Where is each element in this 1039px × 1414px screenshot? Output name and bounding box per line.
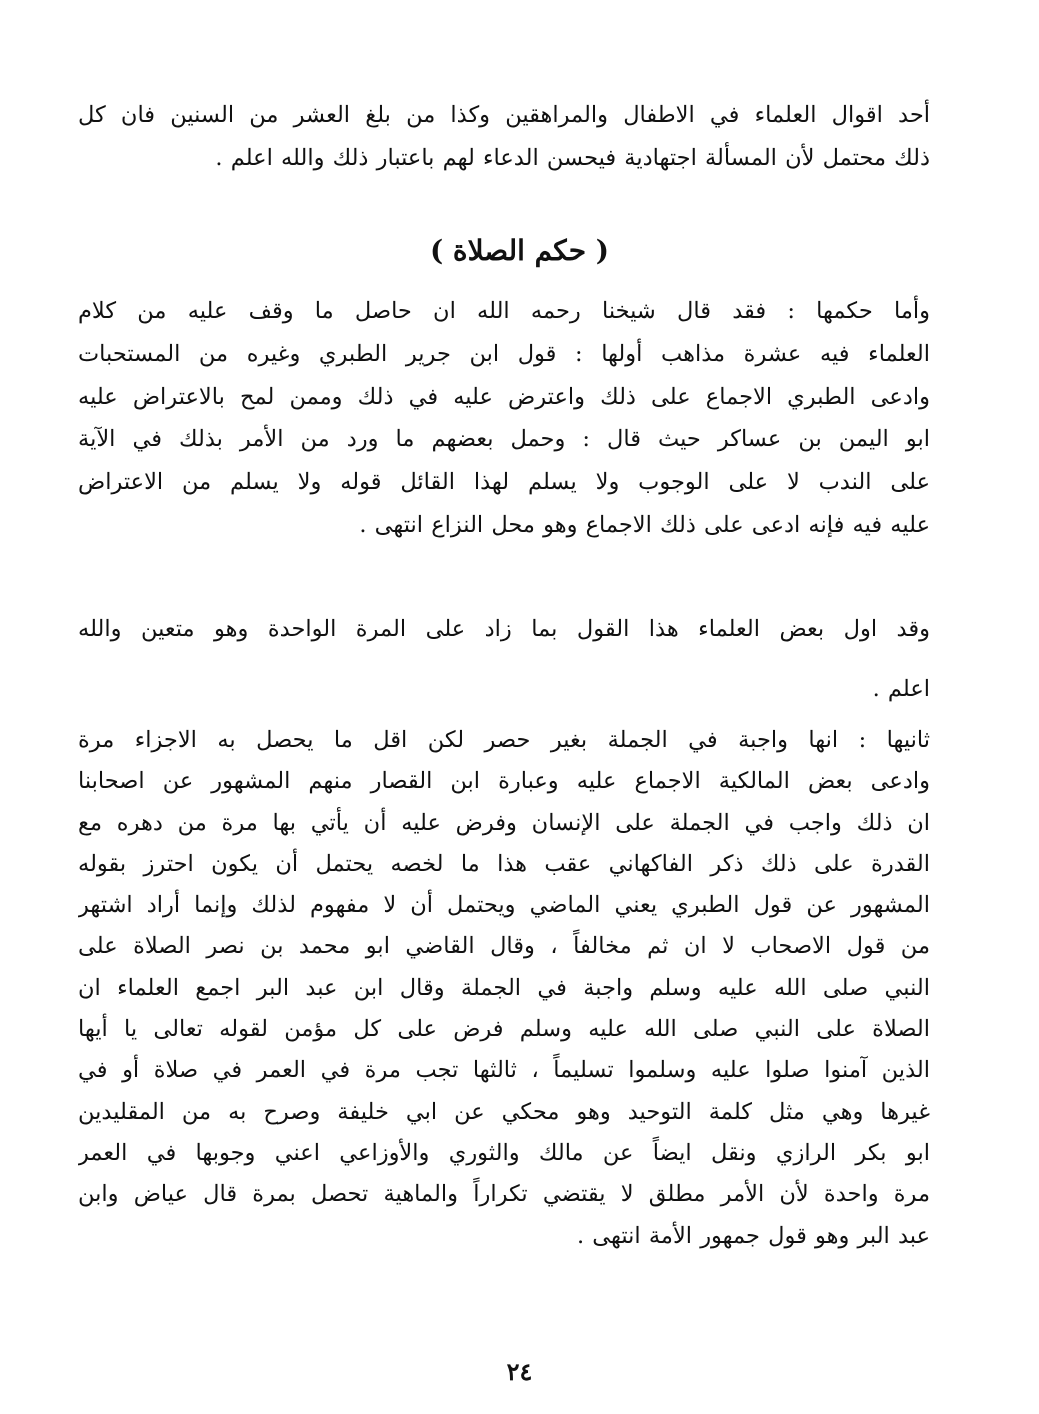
paragraph-interpretation (78, 599, 930, 719)
text-line: المشهور عن قول الطبري يعني الماضي ويحتمل أن لا مفهوم لذلك وإنما أراد اشتهر (78, 892, 930, 919)
text-line: غيرها وهي مثل كلمة التوحيد وهو محكي عن ابي خليفة وصرح به من المقليدين (78, 1098, 930, 1125)
text-line: ان ذلك واجب في الجملة على الإنسان وفرض عليه أن يأتي بها مرة من دهره مع (78, 809, 930, 836)
text-line: أحد اقوال العلماء في الاطفال والمراهقين وكذا من بلغ العشر من السنين فان كل (78, 102, 930, 128)
text-line: عبد البر وهو قول جمهور الأمة انتهى . (576, 1222, 930, 1249)
paragraph-intro (78, 94, 930, 180)
section-heading: ( حكم الصلاة ) (429, 234, 610, 267)
text-line: وادعى بعض المالكية الاجماع عليه وعبارة ابن القصار منهم المشهور عن اصحابنا (78, 768, 930, 795)
paragraph-second-opinion (78, 720, 930, 1257)
text-line: وادعى الطبري الاجماع على ذلك واعترض عليه في ذلك وممن لمح بالاعتراض عليه (78, 383, 930, 410)
text-line: ذلك محتمل لأن المسألة اجتهادية فيحسن الدعاء لهم باعتبار ذلك والله اعلم . (215, 144, 930, 171)
text-line: ابو اليمن بن عساكر حيث قال : وحمل بعضهم ما ورد من الأمر بذلك في الآية (78, 426, 930, 453)
text-line: ثانيها : انها واجبة في الجملة بغير حصر لكن اقل ما يحصل به الاجزاء مرة (78, 727, 930, 753)
text-line: النبي صلى الله عليه وسلم واجبة في الجملة وقال ابن عبد البر اجمع العلماء ان (78, 974, 930, 1001)
text-line: وأما حكمها : فقد قال شيخنا رحمه الله ان حاصل ما وقف عليه من كلام (78, 298, 930, 324)
text-line: عليه فيه فإنه ادعى على ذلك الاجماع وهو محل النزاع انتهى . (359, 511, 930, 538)
text-line: الصلاة على النبي صلى الله عليه وسلم فرض على كل مؤمن لقوله تعالى يا أيها (78, 1016, 930, 1043)
text-line: من قول الاصحاب لا ان ثم مخالفاً ، وقال القاضي ابو محمد بن نصر الصلاة على (78, 933, 930, 960)
text-line: الذين آمنوا صلوا عليه وسلموا تسليماً ، ثالثها تجب مرة في العمر في صلاة أو في (78, 1057, 930, 1084)
text-line: العلماء فيه عشرة مذاهب أولها : قول ابن جرير الطبري وغيره من المستحبات (78, 340, 930, 367)
text-line: القدرة على ذلك ذكر الفاكهاني عقب هذا ما لخصه يحتمل أن يكون احترز بقوله (78, 850, 930, 877)
paragraph-ruling (78, 290, 930, 547)
text-line: مرة واحدة لأن الأمر مطلق لا يقتضي تكراراً والماهية تحصل بمرة قال عياض وابن (78, 1181, 930, 1208)
text-line: اعلم . (872, 676, 930, 702)
text-line: ابو بكر الرازي ونقل ايضاً عن مالك والثوري والأوزاعي اعني وجوبها في العمر (78, 1139, 930, 1166)
text-line: على الندب لا على الوجوب ولا يسلم لهذا القائل قوله ولا يسلم من الاعتراض (78, 469, 930, 496)
text-line: وقد اول بعض العلماء هذا القول بما زاد على المرة الواحدة وهو متعين والله (78, 616, 930, 642)
page-number: ٢٤ (506, 1357, 533, 1386)
